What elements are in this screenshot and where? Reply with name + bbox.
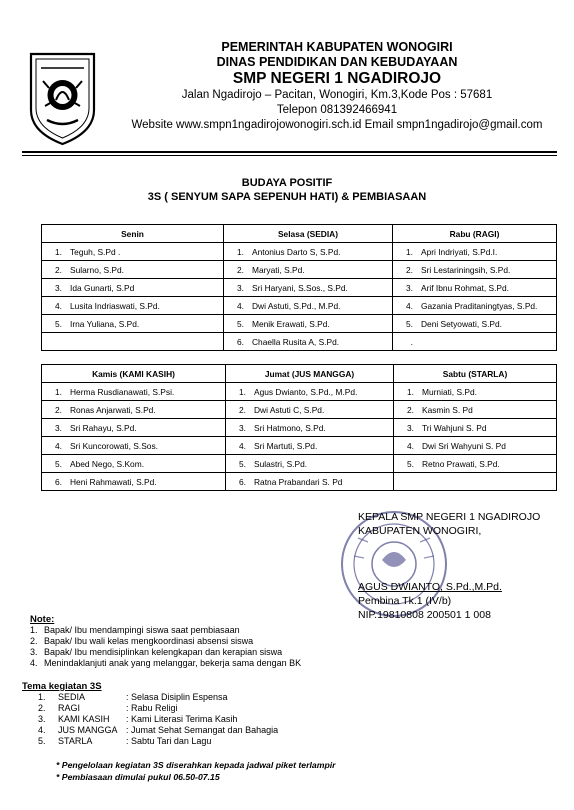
cell-number: 2.	[407, 404, 414, 415]
list-item: 5. STARLA : Sabtu Tari dan Lagu	[38, 736, 212, 746]
cell-name: Sri Lestariningsih, S.Pd.	[421, 264, 511, 275]
letterhead-rule-thick	[22, 151, 557, 153]
school-phone: Telepon 081392466941	[276, 104, 398, 116]
table-cell	[226, 437, 394, 455]
cell-number: 4.	[55, 300, 62, 311]
cell-number: 4.	[239, 440, 246, 451]
notes-heading: Note:	[30, 614, 55, 625]
table-cell	[393, 333, 557, 351]
cell-name: Menik Erawati, S.Pd.	[252, 318, 330, 329]
cell-number: 1.	[55, 246, 62, 257]
cell-number: 3.	[406, 282, 413, 293]
cell-number: 5.	[406, 318, 413, 329]
cell-name: Heni Rahmawati, S.Pd.	[70, 476, 157, 487]
cell-number: 2.	[237, 264, 244, 275]
school-website-email: Website www.smpn1ngadirojowonogiri.sch.id Email smpn1ngadirojo@gmail.com	[131, 119, 543, 131]
cell-number: 6.	[239, 476, 246, 487]
table-row	[42, 455, 557, 473]
cell-number: 4.	[407, 440, 414, 451]
cell-number: 4.	[237, 300, 244, 311]
signatory-rank: Pembina Tk.1 (IV/b)	[358, 595, 452, 607]
cell-name: Sulastri, S.Pd.	[254, 458, 308, 469]
cell-name: Agus Dwianto, S.Pd., M.Pd.	[254, 386, 358, 397]
column-header: Jumat (JUS MANGGA)	[226, 365, 394, 383]
table-cell	[224, 261, 393, 279]
table-cell	[394, 419, 557, 437]
cell-number: 5.	[55, 458, 62, 469]
notes-list	[30, 625, 301, 669]
tema-list	[38, 692, 278, 747]
signature-block	[358, 510, 540, 622]
table-cell	[42, 243, 224, 261]
cell-name: Arif Ibnu Rohmat, S.Pd.	[421, 282, 509, 293]
table-cell	[393, 297, 557, 315]
cell-name: Ratna Prabandari S. Pd	[254, 476, 343, 487]
table-cell	[394, 437, 557, 455]
cell-name: Teguh, S.Pd .	[70, 246, 121, 257]
list-item: 2. RAGI : Rabu Religi	[38, 703, 178, 713]
tema-heading: Tema kegiatan 3S	[22, 681, 102, 692]
cell-name: Sri Haryani, S.Sos., S.Pd.	[252, 282, 348, 293]
wonogiri-regency-logo	[25, 48, 100, 148]
list-item: 2. Bapak/ Ibu wali kelas mengkoordinasi absensi siswa	[30, 636, 254, 646]
cell-number: 3.	[407, 422, 414, 433]
cell-number: 1.	[407, 386, 414, 397]
cell-name: Abed Nego, S.Kom.	[70, 458, 145, 469]
letterhead	[100, 40, 574, 133]
table-cell	[224, 243, 393, 261]
column-header: Kamis (KAMI KASIH)	[42, 365, 226, 383]
table-cell	[394, 473, 557, 491]
cell-number: 2.	[55, 264, 62, 275]
cell-name: Apri Indriyati, S.Pd.I.	[421, 246, 498, 257]
cell-name: Ronas Anjarwati, S.Pd.	[70, 404, 156, 415]
table-cell	[42, 473, 226, 491]
signature-regency: KABUPATEN WONOGIRI,	[358, 525, 482, 537]
table-cell	[394, 401, 557, 419]
cell-number: 1.	[406, 246, 413, 257]
table-cell	[42, 333, 224, 351]
table-row	[42, 315, 557, 333]
footnotes	[56, 759, 336, 783]
list-item: 1. SEDIA : Selasa Disiplin Espensa	[38, 692, 228, 702]
cell-name: Sularno, S.Pd.	[70, 264, 125, 275]
table-cell	[42, 315, 224, 333]
table-row	[42, 333, 557, 351]
cell-number: 6.	[55, 476, 62, 487]
table-cell	[224, 279, 393, 297]
cell-name: Kasmin S. Pd	[422, 404, 473, 415]
table-cell	[224, 297, 393, 315]
footnote: * Pengelolaan kegiatan 3S diserahkan kepada jadwal piket terlampir	[56, 760, 336, 770]
cell-number: 3.	[239, 422, 246, 433]
list-item: 3. KAMI KASIH : Kami Literasi Terima Kasih	[38, 714, 238, 724]
signatory-nip: NIP.19810808 200501 1 008	[358, 609, 491, 621]
cell-name: Sri Rahayu, S.Pd.	[70, 422, 137, 433]
table-cell	[42, 383, 226, 401]
cell-name: Antonius Darto S, S.Pd.	[252, 246, 341, 257]
government-name: PEMERINTAH KABUPATEN WONOGIRI	[221, 40, 453, 54]
cell-number: 4.	[55, 440, 62, 451]
table-header-row	[42, 365, 557, 383]
cell-number: 3.	[237, 282, 244, 293]
department-name: DINAS PENDIDIKAN DAN KEBUDAYAAN	[216, 55, 458, 69]
cell-number: .	[410, 336, 413, 347]
column-header: Senin	[42, 225, 224, 243]
footnote: * Pembiasaan dimulai pukul 06.50-07.15	[56, 772, 220, 782]
title-line-2: 3S ( SENYUM SAPA SEPENUH HATI) & PEMBIASAAN	[147, 191, 427, 203]
table-cell	[393, 279, 557, 297]
table-cell	[42, 419, 226, 437]
table-cell	[224, 333, 393, 351]
table-cell	[42, 279, 224, 297]
cell-name: Sri Kuncorowati, S.Sos.	[70, 440, 158, 451]
table-row	[42, 437, 557, 455]
letterhead-rule-thin	[22, 155, 557, 156]
table-row	[42, 383, 557, 401]
cell-name: Retno Prawati, S.Pd.	[422, 458, 500, 469]
cell-number: 5.	[407, 458, 414, 469]
signatory-name: AGUS DWIANTO, S.Pd.,M.Pd.	[358, 581, 502, 593]
table-cell	[42, 401, 226, 419]
cell-name: Irna Yuliana, S.Pd.	[70, 318, 140, 329]
cell-number: 6.	[237, 336, 244, 347]
table-cell	[393, 243, 557, 261]
table-cell	[394, 383, 557, 401]
list-item: 3. Bapak/ Ibu mendisiplinkan kelengkapan dan kerapian siswa	[30, 647, 283, 657]
list-item: 4. JUS MANGGA : Jumat Sehat Semangat dan Bahagia	[38, 725, 279, 735]
table-row	[42, 297, 557, 315]
table-cell	[42, 455, 226, 473]
school-address: Jalan Ngadirojo – Pacitan, Wonogiri, Km.3,Kode Pos : 57681	[181, 89, 493, 101]
cell-number: 5.	[237, 318, 244, 329]
cell-number: 1.	[55, 386, 62, 397]
table-cell	[42, 261, 224, 279]
cell-name: Dwi Astuti, S.Pd., M.Pd.	[252, 300, 341, 311]
column-header: Selasa (SEDIA)	[224, 225, 393, 243]
table-cell	[394, 455, 557, 473]
title-line-1: BUDAYA POSITIF	[241, 177, 333, 189]
cell-number: 5.	[239, 458, 246, 469]
cell-name: Sri Hatmono, S.Pd.	[254, 422, 326, 433]
table-row	[42, 473, 557, 491]
cell-name: Ida Gunarti, S.Pd	[70, 282, 135, 293]
cell-name: Lusita Indriaswati, S.Pd.	[70, 300, 160, 311]
table-header-row	[42, 225, 557, 243]
cell-name: Gazania Praditaningtyas, S.Pd.	[421, 300, 538, 311]
column-header: Rabu (RAGI)	[393, 225, 557, 243]
table-cell	[226, 419, 394, 437]
table-cell	[42, 297, 224, 315]
table-row	[42, 419, 557, 437]
cell-name: Sri Martuti, S.Pd.	[254, 440, 318, 451]
cell-number: 3.	[55, 282, 62, 293]
cell-number: 1.	[237, 246, 244, 257]
table-cell	[226, 473, 394, 491]
cell-number: 2.	[406, 264, 413, 275]
table-cell	[226, 455, 394, 473]
cell-number: 2.	[55, 404, 62, 415]
table-cell	[226, 401, 394, 419]
cell-name: Dwi Astuti C, S.Pd.	[254, 404, 325, 415]
school-name: SMP NEGERI 1 NGADIROJO	[232, 70, 442, 87]
schedule-table-thu-sat	[41, 364, 557, 491]
cell-number: 1.	[239, 386, 246, 397]
cell-name: Chaella Rusita A, S.Pd.	[252, 336, 340, 347]
table-cell	[226, 383, 394, 401]
cell-number: 2.	[239, 404, 246, 415]
cell-number: 4.	[406, 300, 413, 311]
cell-number: 3.	[55, 422, 62, 433]
list-item: 1. Bapak/ Ibu mendampingi siswa saat pembiasaan	[30, 625, 240, 635]
signature-title: KEPALA SMP NEGERI 1 NGADIROJO	[358, 511, 541, 523]
table-cell	[224, 315, 393, 333]
table-cell	[393, 315, 557, 333]
schedule-table-mon-wed	[41, 224, 557, 351]
table-row	[42, 261, 557, 279]
table-row	[42, 279, 557, 297]
cell-name: Tri Wahjuni S. Pd	[422, 422, 487, 433]
table-cell	[42, 437, 226, 455]
column-header: Sabtu (STARLA)	[394, 365, 557, 383]
table-cell	[393, 261, 557, 279]
table-row	[42, 243, 557, 261]
table-row	[42, 401, 557, 419]
list-item: 4. Menindaklanjuti anak yang melanggar, bekerja sama dengan BK	[30, 658, 302, 668]
document-title	[0, 176, 574, 204]
cell-name: Maryati, S.Pd.	[252, 264, 305, 275]
cell-name: Herma Rusdianawati, S.Psi.	[70, 386, 175, 397]
cell-name: Deni Setyowati, S.Pd.	[421, 318, 502, 329]
cell-name: Dwi Sri Wahyuni S. Pd	[422, 440, 506, 451]
cell-name: Murniati, S.Pd.	[422, 386, 477, 397]
cell-number: 5.	[55, 318, 62, 329]
